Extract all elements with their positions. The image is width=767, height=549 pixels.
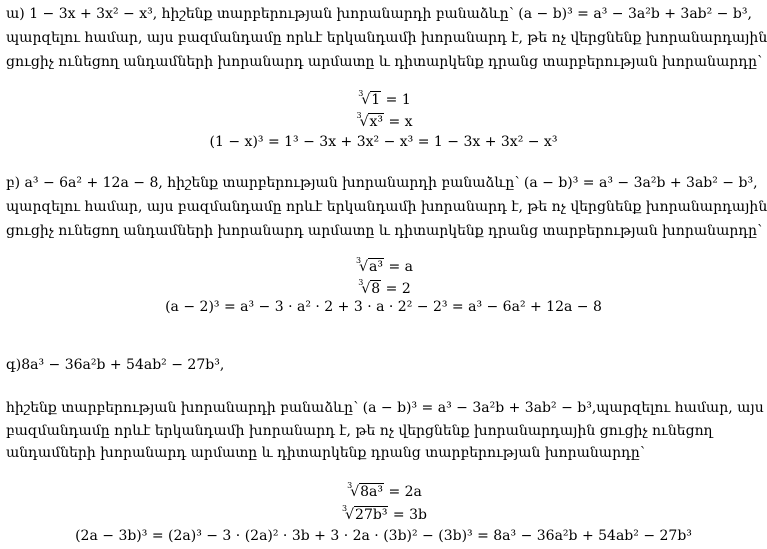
part-a-line-3: ցուցիչ ունեցող անդամների խորանարդ արմատը և դիտարկենք դրանց տարբերության խորանարդը՝: [6, 54, 763, 70]
part-c-line-3: անդամների խորանարդ արմատը և դիտարկենք դրանց տարբերության խորանարդը՝: [6, 445, 645, 461]
root-index: 3: [358, 278, 364, 287]
part-c-equation-2: $^3$√27b³ = 3b: [342, 504, 427, 523]
equation-rhs: = 3b: [392, 507, 427, 523]
part-c-line-1: հիշենք տարբերության խորանարդի բանաձևը՝ (a − b)³ = a³ − 3a²b + 3ab² − b³,պարզելու համար, այս: [6, 400, 764, 416]
part-b-equation-3: (a − 2)³ = a³ − 3 · a² · 2 + 3 · a · 2² − 2³ = a³ − 6a² + 12a − 8: [165, 299, 602, 315]
part-b-equation-2: $^3$√8 = 2: [358, 278, 411, 297]
equation-rhs: = a: [388, 259, 413, 275]
equation-rhs: = 2a: [388, 484, 422, 500]
part-b-line-2: պարզելու համար, այս բազմանդամը որևէ երկանդամի խորանարդ է, թե ոչ վերցնենք խորանարդային: [6, 199, 767, 215]
equation-rhs: = 2: [385, 281, 411, 297]
part-c-equation-1: $^3$√8a³ = 2a: [347, 481, 422, 500]
root-index: 3: [356, 256, 362, 265]
part-a-equation-1: $^3$√1 = 1: [358, 89, 411, 108]
part-a-equation-2: $^3$√x³ = x: [356, 111, 413, 130]
part-b-line-3: ցուցիչ ունեցող անդամների խորանարդ արմատը և դիտարկենք դրանց տարբերության խորանարդը՝: [6, 223, 763, 239]
radicand: 8a³: [360, 484, 383, 500]
radicand: 1: [371, 92, 381, 108]
part-c-equation-3: (2a − 3b)³ = (2a)³ − 3 · (2a)² · 3b + 3 · 2a · (3b)² − (3b)³ = 8a³ − 36a²b + 54ab² − 27b³: [75, 528, 692, 544]
part-a-equation-3: (1 − x)³ = 1³ − 3x + 3x² − x³ = 1 − 3x + 3x² − x³: [209, 134, 558, 150]
root-index: 3: [347, 481, 353, 490]
part-b-equation-1: $^3$√a³ = a: [356, 256, 413, 275]
part-a-line-2: պարզելու համար, այս բազմանդամը որևէ երկանդամի խորանարդ է, թե ոչ վերցնենք խորանարդային: [6, 30, 767, 46]
part-c-line-2: բազմանդամը որևէ երկանդամի խորանարդ է, թե ոչ վերցնենք խորանարդային ցուցիչ ունեցող: [6, 423, 713, 439]
part-b-line-1: բ) a³ − 6a² + 12a − 8, հիշենք տարբերության խորանարդի բանաձևը՝ (a − b)³ = a³ − 3a²b + 3ab² − b³,: [6, 175, 758, 191]
root-index: 3: [356, 111, 362, 120]
radicand: x³: [369, 114, 383, 130]
part-a-line-1: ա) 1 − 3x + 3x² − x³, հիշենք տարբերության խորանարդի բանաձևը՝ (a − b)³ = a³ − 3a²b + 3ab² − b³,: [6, 6, 752, 22]
equation-rhs: = x: [388, 114, 413, 130]
radicand: a³: [369, 259, 383, 275]
radicand: 8: [371, 281, 381, 297]
radicand: 27b³: [355, 507, 388, 523]
equation-rhs: = 1: [385, 92, 411, 108]
part-c-line-0: գ)8a³ − 36a²b + 54ab² − 27b³,: [6, 357, 225, 373]
root-index: 3: [358, 89, 364, 98]
root-index: 3: [342, 504, 348, 513]
